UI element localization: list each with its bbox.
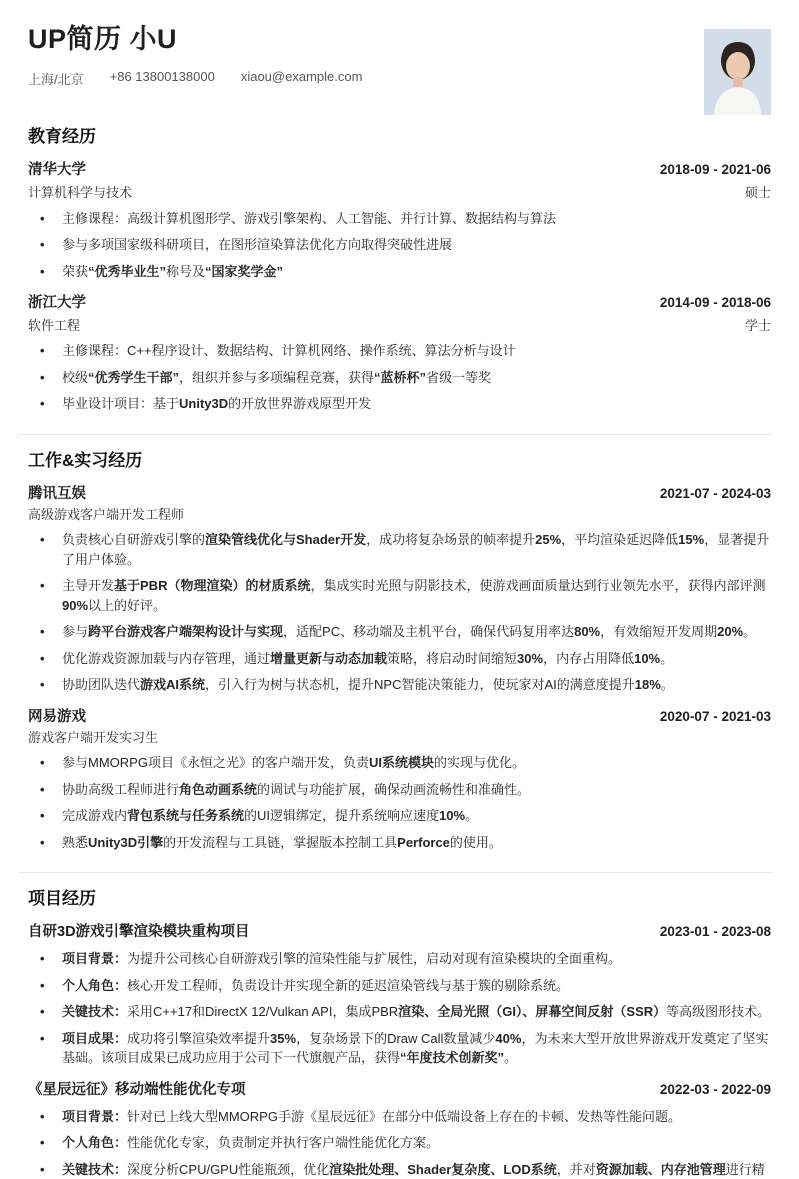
section-0	[28, 126, 771, 414]
bullet-bold-segment: 基于PBR（物理渲染）的材质系统	[114, 578, 311, 594]
entry-role: 计算机科学与技术	[28, 185, 133, 201]
bullet-bold-segment: “年度技术创新奖”	[400, 1050, 505, 1066]
bullet-bold-segment: “优秀学生干部”	[88, 369, 180, 385]
bullet-bold-segment: 个人角色：	[62, 977, 128, 993]
entry-head	[28, 708, 771, 727]
bullet-marker: •	[40, 1161, 45, 1177]
entry-date: 2023-01 - 2023-08	[659, 924, 771, 940]
bullet-marker: •	[40, 237, 45, 253]
bullet-item	[28, 368, 771, 388]
bullet-marker: •	[40, 677, 45, 693]
bullet-bold-segment: 关键技术：	[62, 1004, 128, 1020]
entry-date: 2021-07 - 2024-03	[659, 486, 771, 502]
bullet-marker: •	[40, 951, 45, 967]
entry-subtitle-row	[28, 182, 771, 202]
entry-head	[28, 294, 771, 313]
bullet-marker: •	[40, 834, 45, 850]
bullet-marker: •	[40, 369, 45, 385]
bullet-segment: 主修课程：高级计算机图形学、游戏引擎架构、人工智能、并行计算、数据结构与算法	[62, 210, 557, 226]
bullet-segment: 协助团队迭代	[62, 677, 141, 693]
bullet-marker: •	[40, 1108, 45, 1124]
bullet-bold-segment: 10%	[634, 650, 661, 666]
bullet-segment: 主导开发	[62, 578, 115, 594]
entry-title: 清华大学	[28, 162, 86, 179]
bullet-marker: •	[40, 1030, 45, 1046]
bullet-segment: ，显著提升了用户体验。	[62, 532, 770, 567]
bullet-item	[28, 1160, 771, 1179]
bullet-item	[28, 833, 771, 853]
bullet-segment: ，组织并参与多项编程竞赛，获得	[179, 369, 375, 385]
bullet-bold-segment: 渲染管线优化与Shader开发	[205, 532, 367, 548]
entry-head	[28, 161, 771, 180]
bullet-segment: 策略，将启动时间缩短	[387, 650, 518, 666]
section-title: 教育经历	[28, 127, 96, 147]
bullet-segment: 进行精	[725, 1161, 765, 1177]
bullet-text	[62, 1160, 771, 1179]
bullet-marker: •	[40, 755, 45, 771]
entry-head	[28, 485, 771, 504]
bullet-marker: •	[40, 650, 45, 666]
section-title: 工作&实习经历	[28, 450, 143, 470]
bullet-segment: 校级	[62, 369, 89, 385]
bullet-item	[28, 576, 771, 615]
bullet-segment: 完成游戏内	[62, 808, 128, 824]
bullet-bold-segment: 35%	[270, 1030, 297, 1046]
bullet-segment: ，平均渲染延迟降低	[561, 532, 679, 548]
bullet-item	[28, 394, 771, 414]
bullet-segment: 。	[660, 650, 674, 666]
contact-phone: +86 13800138000	[109, 69, 215, 85]
bullet-segment: ，并对	[556, 1161, 596, 1177]
entry-head	[28, 1081, 771, 1100]
bullet-bold-segment: 30%	[517, 650, 544, 666]
bullet-bold-segment: 关键技术：	[62, 1161, 128, 1177]
contact-row	[28, 69, 771, 88]
bullet-bold-segment: 背包系统与任务系统	[127, 808, 245, 824]
bullet-segment: 核心开发工程师，负责设计并实现全新的延迟渲染管线与基于簇的剔除系统。	[127, 977, 570, 993]
bullet-bold-segment: 游戏AI系统	[140, 677, 206, 693]
bullet-bold-segment: 10%	[439, 808, 466, 824]
bullet-segment: 深度分析CPU/GPU性能瓶颈，优化	[127, 1161, 330, 1177]
bullet-marker: •	[40, 624, 45, 640]
bullet-text	[62, 675, 771, 695]
bullet-item	[28, 949, 771, 969]
entry-title: 腾讯互娱	[28, 486, 86, 503]
entry-title: 网易游戏	[28, 708, 86, 725]
bullet-item	[28, 209, 771, 229]
bullet-marker: •	[40, 210, 45, 226]
bullet-segment: 负责核心自研游戏引擎的	[62, 532, 206, 548]
entry-role: 游戏客户端开发实习生	[28, 729, 159, 745]
entry	[28, 1081, 771, 1179]
bullet-item	[28, 1002, 771, 1022]
bullet-segment: ，成功将复杂场景的帧率提升	[366, 532, 536, 548]
bullet-segment: 。	[504, 1050, 518, 1066]
bullet-text	[62, 622, 771, 642]
contact-location: 上海/北京	[28, 72, 84, 88]
bullet-segment: 参与多项国家级科研项目，在图形渲染算法优化方向取得突破性进展	[62, 237, 453, 253]
entry-subtitle-row	[28, 315, 771, 335]
bullet-segment: 的UI逻辑绑定，提升系统响应速度	[244, 808, 440, 824]
bullet-marker: •	[40, 781, 45, 797]
bullet-segment: 优化游戏资源加载与内存管理，通过	[62, 650, 271, 666]
bullet-text	[62, 753, 771, 773]
bullet-segment: ，集成实时光照与阴影技术，使游戏画面质量达到行业领先水平，获得内部评测	[310, 578, 766, 594]
resume-sections	[28, 126, 771, 1179]
bullet-bold-segment: 25%	[535, 532, 562, 548]
bullet-marker: •	[40, 808, 45, 824]
bullet-segment: 性能优化专家，负责制定并执行客户端性能优化方案。	[127, 1135, 440, 1151]
entry-head	[28, 923, 771, 942]
bullet-marker: •	[40, 977, 45, 993]
bullet-item	[28, 235, 771, 255]
bullet-segment: 称号及	[166, 263, 206, 279]
entry-title: 自研3D游戏引擎渲染模块重构项目	[28, 924, 250, 941]
bullet-bold-segment: “蓝桥杯”	[374, 369, 427, 385]
section-divider	[18, 434, 771, 435]
bullet-item	[28, 530, 771, 569]
bullet-segment: 等高级图形技术。	[666, 1004, 771, 1020]
bullet-item	[28, 341, 771, 361]
bullet-list	[28, 1107, 771, 1179]
bullet-segment: 成功将引擎渲染效率提升	[127, 1030, 271, 1046]
bullet-segment: 。	[660, 677, 674, 693]
bullet-bold-segment: Perforce	[397, 834, 450, 850]
bullet-item	[28, 780, 771, 800]
bullet-bold-segment: 18%	[634, 677, 661, 693]
bullet-bold-segment: 80%	[574, 624, 601, 640]
entry	[28, 161, 771, 281]
bullet-segment: 。	[465, 808, 479, 824]
section-divider	[18, 872, 771, 873]
bullet-bold-segment: UI系统模块	[368, 755, 434, 771]
entry	[28, 485, 771, 695]
bullet-bold-segment: 渲染、全局光照（GI）、屏幕空间反射（SSR）	[398, 1004, 667, 1020]
bullet-segment: 的使用。	[449, 834, 502, 850]
entry	[28, 708, 771, 852]
bullet-text	[62, 1002, 771, 1022]
bullet-text	[62, 833, 771, 853]
entry-subtitle-row	[28, 506, 771, 524]
entry-subtitle-row	[28, 729, 771, 747]
bullet-marker: •	[40, 1135, 45, 1151]
bullet-segment: 。	[743, 624, 757, 640]
bullet-segment: 的开发流程与工具链，掌握版本控制工具	[163, 834, 398, 850]
bullet-segment: 的实现与优化。	[433, 755, 525, 771]
entry-date: 2014-09 - 2018-06	[659, 295, 771, 311]
bullet-text	[62, 262, 771, 282]
portrait-photo-illustration	[704, 29, 771, 115]
bullet-segment: 主修课程：C++程序设计、数据结构、计算机网络、操作系统、算法分析与设计	[62, 343, 516, 359]
bullet-item	[28, 1029, 771, 1068]
bullet-bold-segment: Unity3D	[179, 396, 229, 412]
bullet-segment: 毕业设计项目：基于	[62, 396, 180, 412]
bullet-bold-segment: 渲染批处理、Shader复杂度、LOD系统	[329, 1161, 557, 1177]
bullet-text	[62, 209, 771, 229]
bullet-text	[62, 976, 771, 996]
entry-role: 高级游戏客户端开发工程师	[28, 506, 185, 522]
entry-degree: 硕士	[744, 185, 771, 201]
bullet-segment: 熟悉	[62, 834, 89, 850]
bullet-list	[28, 209, 771, 282]
profile-photo	[704, 29, 771, 115]
bullet-segment: 的开放世界游戏原型开发	[228, 396, 372, 412]
contact-email: xiaou@example.com	[240, 69, 363, 85]
entry-degree: 学士	[744, 317, 771, 333]
entry-date: 2022-03 - 2022-09	[659, 1081, 771, 1097]
bullet-segment: 省级一等奖	[426, 369, 492, 385]
bullet-marker: •	[40, 578, 45, 594]
bullet-bold-segment: 资源加载、内存池管理	[595, 1161, 726, 1177]
entry-title: 《星辰远征》移动端性能优化专项	[28, 1081, 246, 1098]
bullet-text	[62, 649, 771, 669]
entry	[28, 294, 771, 414]
bullet-segment: ，内存占用降低	[543, 650, 635, 666]
resume-header	[28, 22, 771, 88]
bullet-item	[28, 753, 771, 773]
bullet-text	[62, 1029, 771, 1068]
bullet-bold-segment: 项目成果：	[62, 1030, 128, 1046]
bullet-bold-segment: 40%	[495, 1030, 522, 1046]
bullet-bold-segment: 跨平台游戏客户端架构设计与实现	[88, 624, 284, 640]
bullet-segment: 为提升公司核心自研游戏引擎的渲染性能与扩展性，启动对现有渲染模块的全面重构。	[127, 951, 622, 967]
bullet-marker: •	[40, 1004, 45, 1020]
bullet-segment: ，为未来大型开放世界游戏开发奠定了坚实基础。该项目成果已成功应用于公司下一代旗舰产品，获得	[62, 1030, 769, 1066]
bullet-bold-segment: 项目背景：	[62, 1108, 128, 1124]
bullet-item	[28, 806, 771, 826]
bullet-segment: 以上的好评。	[88, 597, 167, 613]
bullet-segment: 的调试与功能扩展，确保动画流畅性和准确性。	[257, 781, 531, 797]
bullet-text	[62, 1107, 771, 1127]
bullet-item	[28, 622, 771, 642]
bullet-segment: 参与MMORPG项目《永恒之光》的客户端开发，负责	[62, 755, 369, 771]
section-title: 项目经历	[28, 889, 96, 909]
bullet-segment: ，复杂场景下的Draw Call数量减少	[296, 1030, 496, 1046]
bullet-bold-segment: Unity3D引擎	[88, 834, 164, 850]
bullet-item	[28, 976, 771, 996]
bullet-bold-segment: “国家奖学金”	[205, 263, 284, 279]
section-2	[28, 888, 771, 1179]
bullet-segment: 参与	[62, 624, 89, 640]
bullet-segment: ，有效缩短开发周期	[600, 624, 718, 640]
bullet-text	[62, 368, 771, 388]
bullet-text	[62, 576, 771, 615]
bullet-segment: 针对已上线大型MMORPG手游《星辰远征》在部分中低端设备上存在的卡顿、发热等性能问题。	[127, 1108, 681, 1124]
bullet-marker: •	[40, 396, 45, 412]
bullet-list	[28, 949, 771, 1068]
candidate-name: UP简历 小U	[28, 24, 178, 54]
bullet-item	[28, 262, 771, 282]
bullet-list	[28, 753, 771, 852]
entry-date: 2018-09 - 2021-06	[659, 162, 771, 178]
entry	[28, 923, 771, 1067]
bullet-text	[62, 949, 771, 969]
bullet-segment: ，适配PC、移动端及主机平台，确保代码复用率达	[283, 624, 575, 640]
bullet-text	[62, 235, 771, 255]
bullet-text	[62, 1133, 771, 1153]
bullet-item	[28, 1107, 771, 1127]
bullet-text	[62, 780, 771, 800]
bullet-text	[62, 341, 771, 361]
bullet-item	[28, 675, 771, 695]
bullet-marker: •	[40, 343, 45, 359]
bullet-marker: •	[40, 532, 45, 548]
bullet-marker: •	[40, 263, 45, 279]
bullet-segment: 协助高级工程师进行	[62, 781, 180, 797]
bullet-bold-segment: 15%	[678, 532, 705, 548]
bullet-bold-segment: 个人角色：	[62, 1135, 128, 1151]
bullet-item	[28, 1133, 771, 1153]
bullet-bold-segment: 增量更新与动态加载	[270, 650, 388, 666]
bullet-bold-segment: “优秀毕业生”	[88, 263, 167, 279]
bullet-segment: 荣获	[62, 263, 89, 279]
bullet-text	[62, 806, 771, 826]
bullet-bold-segment: 项目背景：	[62, 951, 128, 967]
bullet-item	[28, 649, 771, 669]
entry-role: 软件工程	[28, 317, 81, 333]
bullet-bold-segment: 90%	[62, 597, 89, 613]
bullet-list	[28, 341, 771, 414]
entry-date: 2020-07 - 2021-03	[659, 708, 771, 724]
bullet-bold-segment: 20%	[717, 624, 744, 640]
bullet-segment: ，引入行为树与状态机，提升NPC智能决策能力，使玩家对AI的满意度提升	[205, 677, 635, 693]
bullet-segment: 采用C++17和DirectX 12/Vulkan API，集成PBR	[127, 1004, 399, 1020]
bullet-text	[62, 530, 771, 569]
section-1	[28, 450, 771, 852]
bullet-text	[62, 394, 771, 414]
bullet-bold-segment: 角色动画系统	[179, 781, 258, 797]
entry-title: 浙江大学	[28, 295, 86, 312]
bullet-list	[28, 530, 771, 695]
